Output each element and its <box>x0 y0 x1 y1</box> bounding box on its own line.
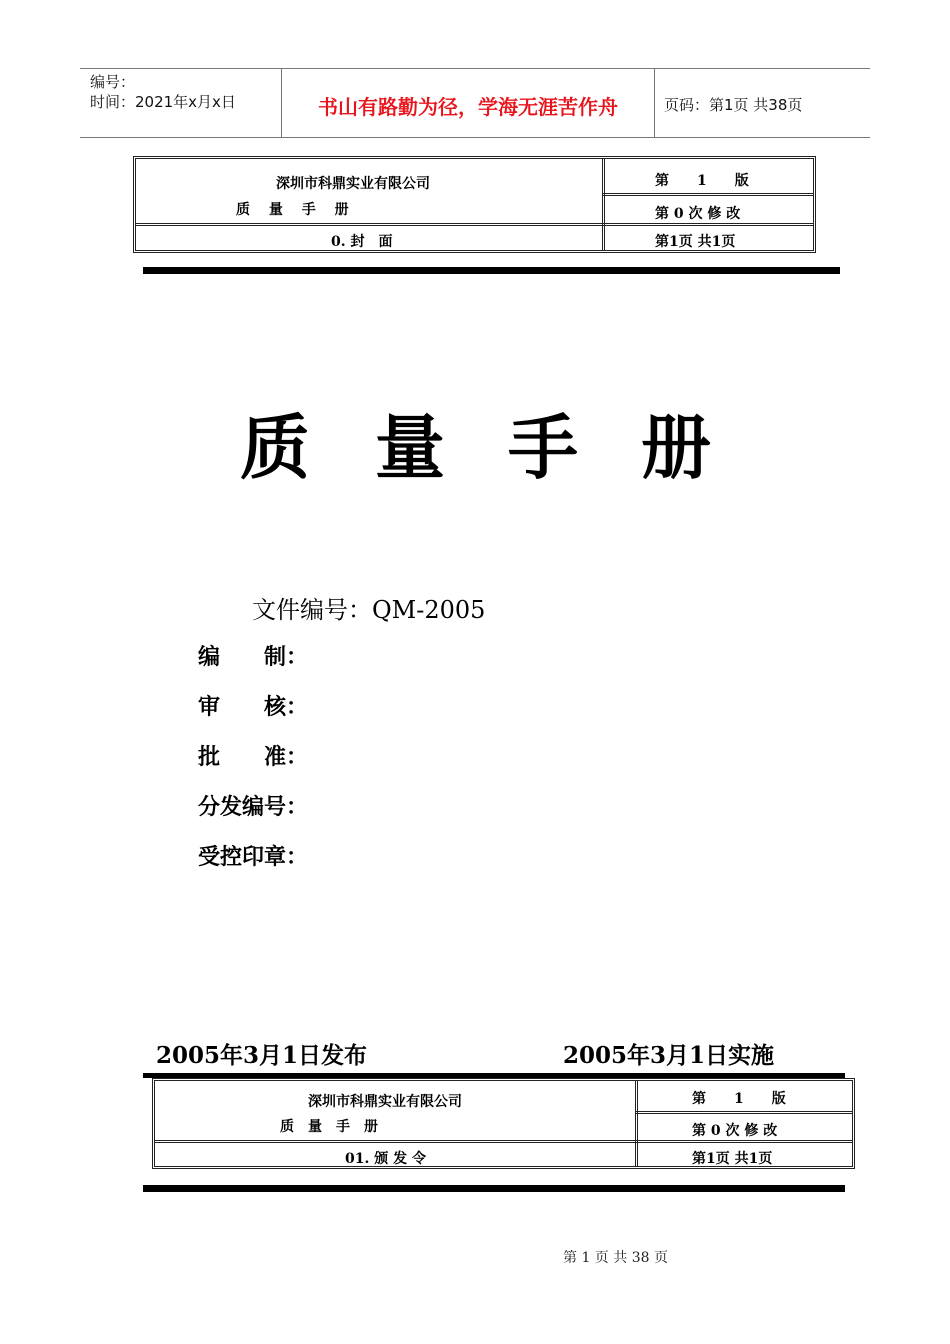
cover-title-char: 手 <box>508 406 578 489</box>
cover-title-char: 册 <box>641 406 711 489</box>
header-motto: 书山有路勤为径，学海无涯苦作舟 <box>318 95 618 119</box>
section-title: 01. 颁 发 令 <box>345 1151 426 1167</box>
decree-doc-table <box>152 1078 855 1169</box>
header-page-label: 页码：第1页 共38页 <box>664 96 803 114</box>
effective-date: 2005年3月1日实施 <box>563 1042 775 1069</box>
manual-name: 质 量 手 册 <box>236 202 349 218</box>
manual-name: 质 量 手 册 <box>280 1119 378 1135</box>
reviewed-by-field: 审 核： <box>198 694 309 720</box>
compiled-by-field: 编 制： <box>198 644 309 670</box>
issue-date: 2005年3月1日发布 <box>156 1042 368 1069</box>
doc-number-label: 编号： <box>90 73 136 91</box>
page-header <box>80 68 870 138</box>
cover-doc-table <box>133 156 816 253</box>
company-name: 深圳市科鼎实业有限公司 <box>276 176 430 192</box>
cover-title-char: 质 <box>240 406 310 489</box>
cover-title-char: 量 <box>375 406 445 489</box>
distribution-number-field: 分发编号： <box>198 794 309 820</box>
table-page-label: 第1页 共1页 <box>692 1151 773 1167</box>
time-label: 时间：2021年x月x日 <box>90 93 236 111</box>
decree-bottom-rule <box>143 1185 845 1192</box>
revision-label: 第 0 次 修 改 <box>692 1123 778 1139</box>
table-page-label: 第1页 共1页 <box>655 234 736 250</box>
revision-label: 第 0 次 修 改 <box>655 206 741 222</box>
approved-by-field: 批 准： <box>198 744 309 770</box>
company-name: 深圳市科鼎实业有限公司 <box>308 1094 462 1110</box>
header-divider <box>654 69 655 137</box>
edition-label: 第 1 版 <box>692 1091 786 1107</box>
cover-thick-rule <box>143 267 840 274</box>
section-title: 0. 封 面 <box>331 234 393 250</box>
page-footer-number: 第 1 页 共 38 页 <box>563 1250 668 1266</box>
edition-label: 第 1 版 <box>655 173 749 189</box>
control-stamp-field: 受控印章： <box>198 844 309 870</box>
file-number: 文件编号：QM-2005 <box>252 596 486 624</box>
